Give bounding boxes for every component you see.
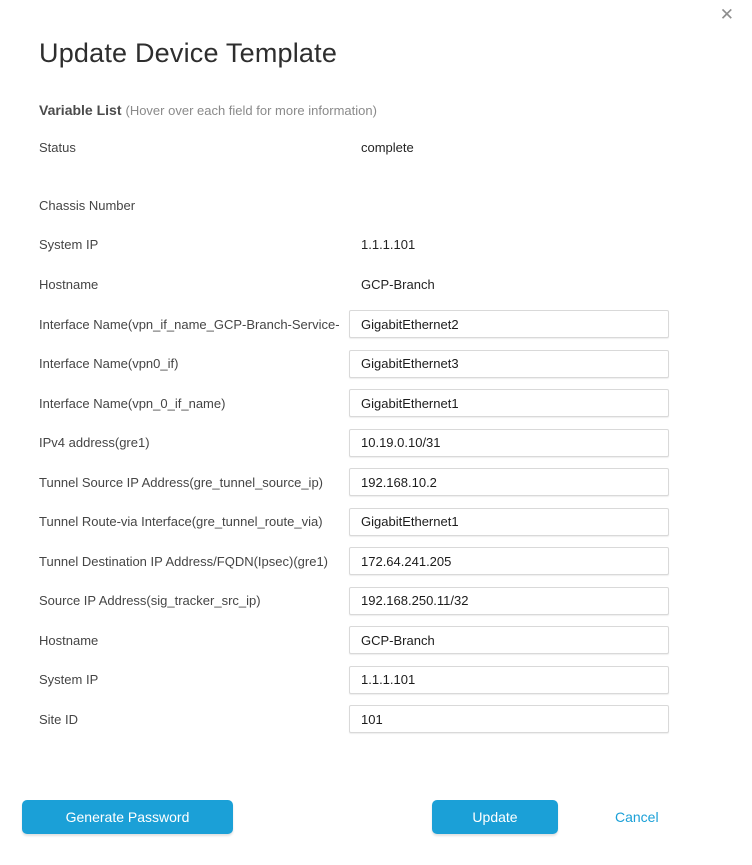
generate-password-button[interactable]: Generate Password (22, 800, 233, 834)
field-label: Interface Name(vpn0_if) (39, 356, 179, 371)
section-heading: Variable List (39, 102, 122, 118)
field-label: Site ID (39, 711, 79, 727)
field-row-system-ip (39, 666, 669, 694)
update-button[interactable]: Update (432, 800, 558, 834)
field-row-chassis-number (39, 198, 669, 213)
field-row-interface-name-service (39, 310, 669, 338)
close-icon[interactable]: ✕ (719, 5, 734, 24)
field-row-interface-name-vpn0-if (39, 350, 669, 378)
tunnel-route-via-input[interactable] (349, 508, 669, 536)
interface-name-vpn0-if-input[interactable] (349, 350, 669, 378)
field-label: Chassis Number (39, 198, 136, 213)
field-label: IPv4 address(gre1) (39, 435, 150, 450)
tunnel-destination-ip-input[interactable] (349, 547, 669, 575)
interface-name-service-input[interactable] (349, 310, 669, 338)
hostname-input[interactable] (349, 626, 669, 654)
interface-name-vpn-0-if-name-input[interactable] (349, 389, 669, 417)
field-label: Tunnel Route-via Interface(gre_tunnel_route_via) (39, 514, 323, 529)
tunnel-source-ip-input[interactable] (349, 468, 669, 496)
field-value: complete (361, 140, 414, 155)
cancel-link[interactable]: Cancel (615, 809, 659, 825)
variable-list (39, 310, 669, 745)
field-label: Interface Name(vpn_0_if_name) (39, 395, 226, 411)
field-row-status (39, 140, 669, 155)
field-label: Hostname (39, 277, 99, 292)
field-label: Tunnel Destination IP Address/FQDN(Ipsec)(gre1) (39, 553, 329, 569)
field-row-source-ip-tracker (39, 587, 669, 615)
field-value: GCP-Branch (361, 277, 435, 292)
field-label: Status (39, 140, 76, 155)
field-value: 1.1.1.101 (361, 237, 416, 252)
field-label: System IP (39, 237, 99, 252)
field-row-tunnel-route-via (39, 508, 669, 536)
field-row-interface-name-vpn-0-if-name (39, 389, 669, 417)
field-label: Interface Name(vpn_if_name_GCP-Branch-Service- (39, 316, 340, 332)
section-note: (Hover over each field for more information) (125, 103, 377, 118)
field-label: Source IP Address(sig_tracker_src_ip) (39, 593, 261, 608)
field-label: Tunnel Source IP Address(gre_tunnel_source_ip) (39, 474, 324, 490)
field-row-tunnel-source-ip (39, 468, 669, 496)
system-ip-input[interactable] (349, 666, 669, 694)
dialog-title: Update Device Template (39, 38, 338, 69)
field-row-ipv4-address-gre1 (39, 429, 669, 457)
field-row-hostname (39, 626, 669, 654)
field-label: Hostname (39, 632, 99, 648)
source-ip-tracker-input[interactable] (349, 587, 669, 615)
field-row-site-id (39, 705, 669, 733)
field-label: System IP (39, 672, 99, 687)
site-id-input[interactable] (349, 705, 669, 733)
field-row-hostname-static (39, 277, 669, 292)
ipv4-address-gre1-input[interactable] (349, 429, 669, 457)
field-row-tunnel-destination-ip (39, 547, 669, 575)
variable-list-header (39, 102, 377, 120)
field-row-system-ip-static (39, 237, 669, 252)
